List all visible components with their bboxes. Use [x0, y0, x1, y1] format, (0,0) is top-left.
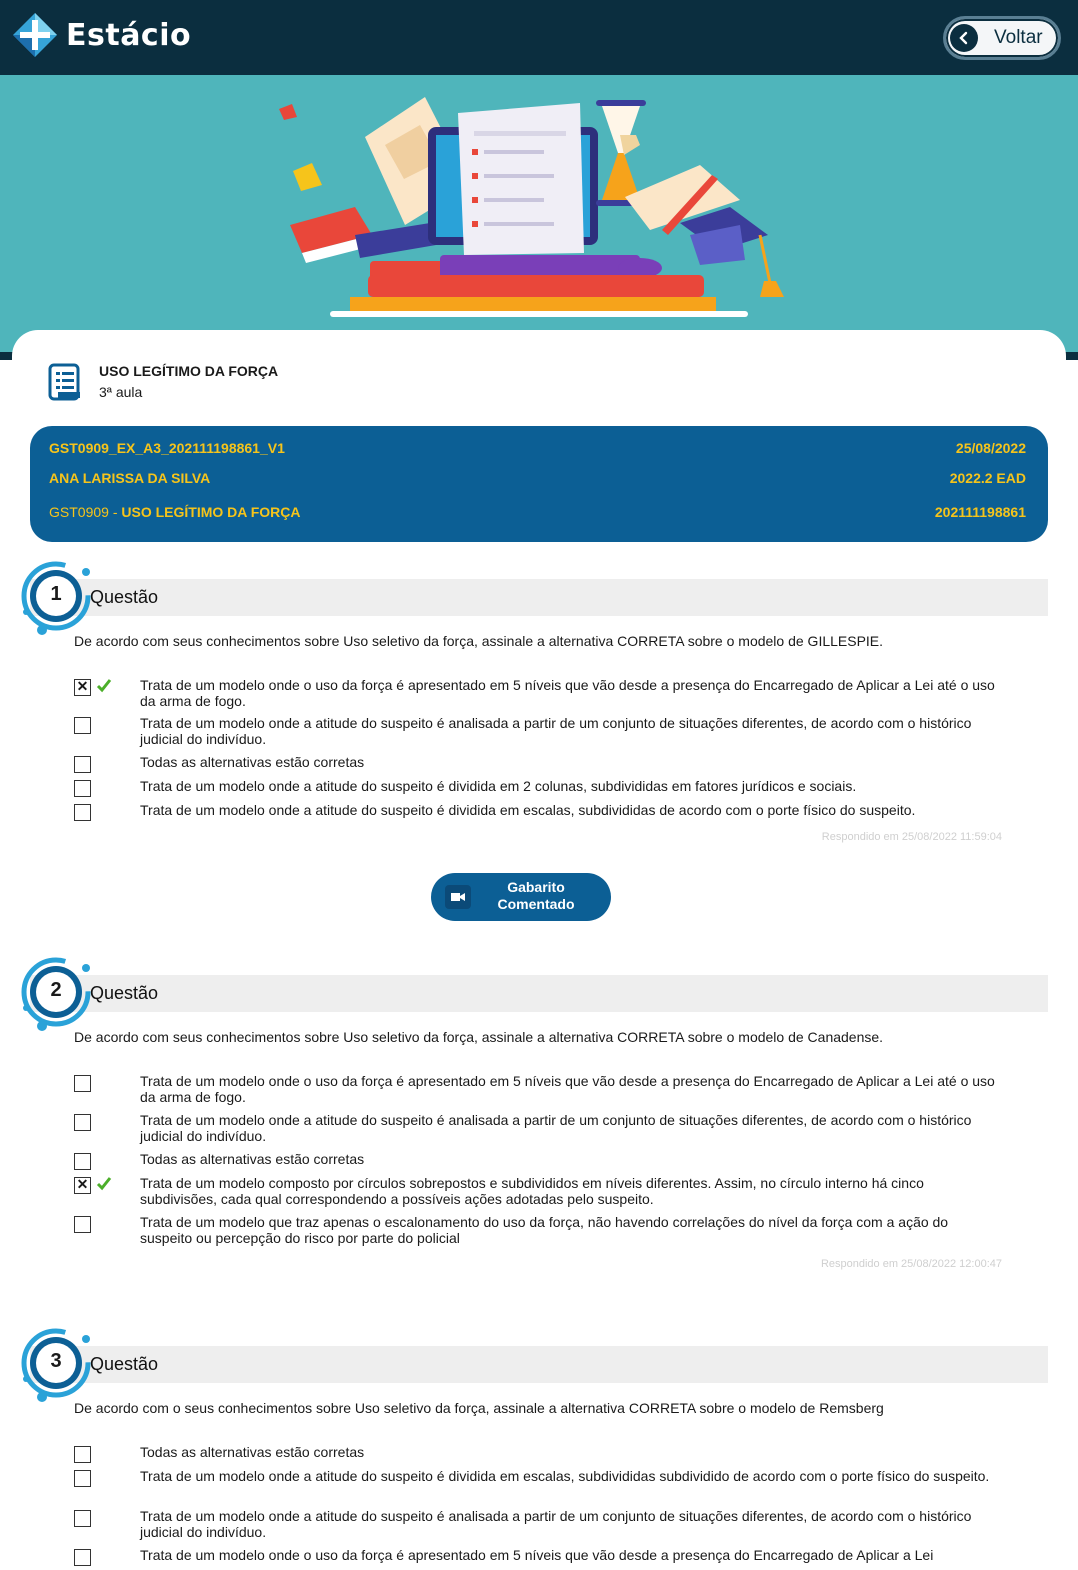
option-text: Todas as alternativas estão corretas: [140, 1151, 365, 1167]
option-text: Trata de um modelo onde a atitude do suspeito é dividida em escalas, subdivididas subdividido de acordo com o porte físico do suspeito.: [140, 1468, 990, 1484]
brand-name: Estácio: [66, 17, 192, 53]
exam-code: GST0909_EX_A3_202111198861_V1: [49, 440, 285, 456]
question-label: Questão: [90, 983, 159, 1003]
video-camera-icon: [445, 885, 471, 909]
option-text: Trata de um modelo onde o uso da força é apresentado em 5 níveis que vão desde a presença do Encarregado de Aplicar a Lei: [140, 1547, 934, 1563]
commented-answer-button[interactable]: [431, 873, 611, 921]
checked-checkbox[interactable]: ✕: [74, 1177, 91, 1194]
top-bar: [0, 0, 1078, 75]
exam-date: 25/08/2022: [955, 440, 1026, 456]
checkbox[interactable]: [74, 804, 91, 821]
question-number: 2: [50, 979, 62, 1001]
answered-timestamp: Respondido em 25/08/2022 12:00:47: [820, 1258, 1002, 1270]
option-text: Trata de um modelo onde a atitude do suspeito é analisada a partir de um conjunto de situações diferentes, de acordo com o histórico judicial do indivíduo.: [140, 1112, 972, 1144]
lesson-number: 3ª aula: [99, 384, 143, 400]
option-text: Trata de um modelo onde a atitude do suspeito é dividida em 2 colunas, subdivididas em fatores jurídicos e sociais.: [140, 778, 857, 794]
answered-timestamp: Respondido em 25/08/2022 11:59:04: [821, 831, 1002, 843]
question-header: [30, 975, 1048, 1012]
estacio-logo[interactable]: [12, 12, 191, 58]
checkbox[interactable]: [74, 780, 91, 797]
question-number-badge: [20, 1325, 100, 1410]
exam-info-panel: [30, 426, 1048, 542]
option-text: Todas as alternativas estão corretas: [140, 754, 365, 770]
checked-checkbox[interactable]: ✕: [74, 679, 91, 696]
question-stem: De acordo com seus conhecimentos sobre Uso seletivo da força, assinale a alternativa CORRETA sobre o modelo de GILLESPIE.: [74, 633, 884, 649]
question-number-badge: [20, 558, 100, 643]
term: 2022.2 EAD: [949, 470, 1026, 486]
checkbox[interactable]: [74, 1114, 91, 1131]
exercise-list-icon: [48, 363, 82, 401]
option-text: Trata de um modelo onde o uso da força é apresentado em 5 níveis que vão desde a presença do Encarregado de Aplicar a Lei até o uso da arma de fogo.: [140, 1073, 995, 1105]
question-label: Questão: [90, 587, 159, 607]
correct-check-icon: [96, 1175, 112, 1191]
study-illustration: [0, 75, 1078, 360]
checkbox[interactable]: [74, 1510, 91, 1527]
question-header: [30, 1346, 1048, 1383]
back-button-label: Voltar: [994, 27, 1043, 48]
option-text: Trata de um modelo onde a atitude do suspeito é dividida em escalas, subdivididas de acordo com o porte físico do suspeito.: [140, 802, 916, 818]
checkbox[interactable]: [74, 1075, 91, 1092]
question-number: 1: [50, 583, 62, 605]
checkbox[interactable]: [74, 1549, 91, 1566]
subject-title: USO LEGÍTIMO DA FORÇA: [99, 363, 279, 379]
course-code: GST0909 -: [49, 504, 122, 520]
registration-number: 202111198861: [934, 504, 1026, 520]
student-name: ANA LARISSA DA SILVA: [49, 470, 211, 486]
logo-diamond-icon: [12, 12, 58, 58]
hero-banner: [0, 75, 1078, 360]
question-stem: De acordo com seus conhecimentos sobre Uso seletivo da força, assinale a alternativa CORRETA sobre o modelo de Canadense.: [74, 1029, 884, 1045]
course-line: [49, 504, 301, 520]
checkbox[interactable]: [74, 756, 91, 773]
course-name: USO LEGÍTIMO DA FORÇA: [121, 504, 301, 520]
checkbox[interactable]: [74, 1216, 91, 1233]
option-text: Trata de um modelo composto por círculos sobrepostos e subdivididos em níveis diferentes. Assim, no círculo interno há cinco subdivisões, cada qual correspondendo a possíveis ações adotadas pelo suspeito.: [140, 1175, 924, 1207]
question-number-badge: [20, 954, 100, 1039]
question-stem: De acordo com o seus conhecimentos sobre Uso seletivo da força, assinale a alternativa CORRETA sobre o modelo de Remsberg: [74, 1400, 884, 1416]
question-label: Questão: [90, 1354, 159, 1374]
checkbox[interactable]: [74, 1470, 91, 1487]
option-text: Todas as alternativas estão corretas: [140, 1444, 365, 1460]
checkbox[interactable]: [74, 1446, 91, 1463]
option-text: Trata de um modelo onde a atitude do suspeito é analisada a partir de um conjunto de situações diferentes, de acordo com o histórico judicial do indivíduo.: [140, 1508, 972, 1540]
chevron-left-icon: [950, 24, 978, 52]
back-button[interactable]: [943, 16, 1061, 60]
question-header: [30, 579, 1048, 616]
option-text: Trata de um modelo onde a atitude do suspeito é analisada a partir de um conjunto de situações diferentes, de acordo com o histórico judicial do indivíduo.: [140, 715, 972, 747]
correct-check-icon: [96, 677, 112, 693]
option-text: Trata de um modelo onde o uso da força é apresentado em 5 níveis que vão desde a presença do Encarregado de Aplicar a Lei até o uso da arma de fogo.: [140, 677, 995, 709]
option-text: Trata de um modelo que traz apenas o escalonamento do uso da força, não havendo correlações do nível da força com a ação do suspeito ou percepção do risco por parte do policial: [140, 1214, 949, 1246]
checkbox[interactable]: [74, 717, 91, 734]
question-number: 3: [50, 1350, 62, 1372]
commented-answer-label: Gabarito Comentado: [497, 879, 575, 912]
checkbox[interactable]: [74, 1153, 91, 1170]
